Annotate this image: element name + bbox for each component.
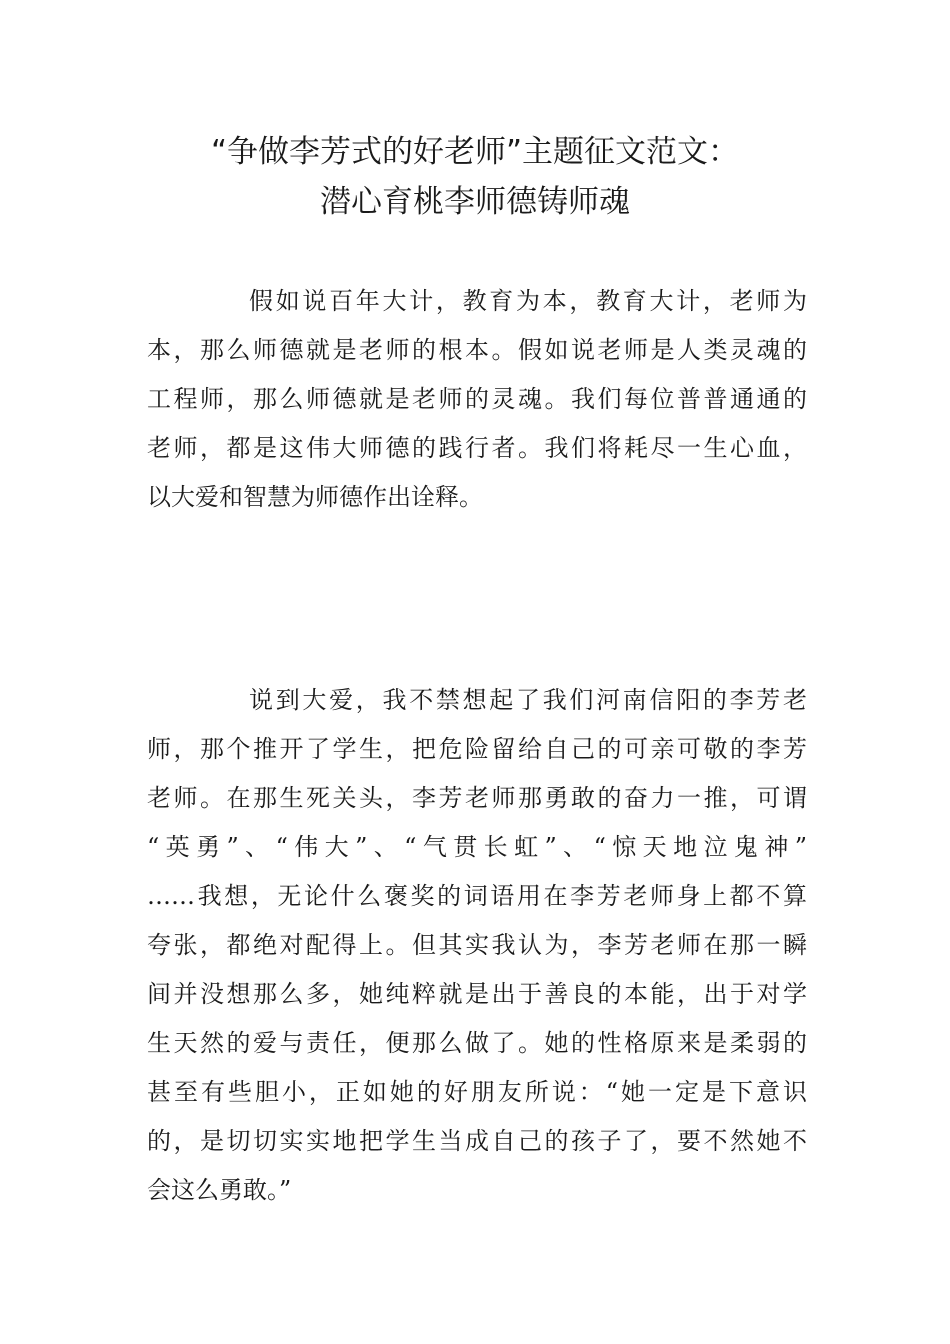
paragraph-line: 间并没想那么多，她纯粹就是出于善良的本能，出于对学: [147, 980, 807, 1008]
paragraph-line: 生天然的爱与责任，便那么做了。她的性格原来是柔弱的: [147, 1029, 807, 1057]
paragraph-line: 老师，都是这伟大师德的践行者。我们将耗尽一生心血，: [147, 434, 807, 462]
paragraph-1: [147, 277, 807, 522]
paragraph-line: 本，那么师德就是老师的根本。假如说老师是人类灵魂的: [147, 336, 807, 364]
document-title: [0, 127, 950, 227]
paragraph-line: 说到大爱，我不禁想起了我们河南信阳的李芳老: [249, 686, 807, 714]
paragraph-line: 夸张，都绝对配得上。但其实我认为，李芳老师在那一瞬: [147, 931, 807, 959]
paragraph-2: [147, 676, 807, 1215]
paragraph-line: “英勇”、“伟大”、“气贯长虹”、“惊天地泣鬼神”: [147, 833, 807, 861]
paragraph-line: 工程师，那么师德就是老师的灵魂。我们每位普普通通的: [147, 385, 807, 413]
paragraph-line: 甚至有些胆小，正如她的好朋友所说：“她一定是下意识: [147, 1078, 807, 1106]
paragraph-line: 师，那个推开了学生，把危险留给自己的可亲可敬的李芳: [147, 735, 807, 763]
title-line-1: “争做李芳式的好老师”主题征文范文：: [210, 134, 740, 170]
paragraph-line: 以大爱和智慧为师德作出诠释。: [147, 483, 483, 511]
paragraph-line: 老师。在那生死关头，李芳老师那勇敢的奋力一推，可谓: [147, 784, 807, 812]
paragraph-line: 假如说百年大计，教育为本，教育大计，老师为: [249, 287, 807, 315]
paragraph-line: ……我想，无论什么褒奖的词语用在李芳老师身上都不算: [147, 882, 807, 910]
paragraph-line: 的，是切切实实地把学生当成自己的孩子了，要不然她不: [147, 1127, 807, 1155]
title-line-2: 潜心育桃李师德铸师魂: [320, 184, 630, 220]
paragraph-line: 会这么勇敢。”: [147, 1176, 292, 1204]
